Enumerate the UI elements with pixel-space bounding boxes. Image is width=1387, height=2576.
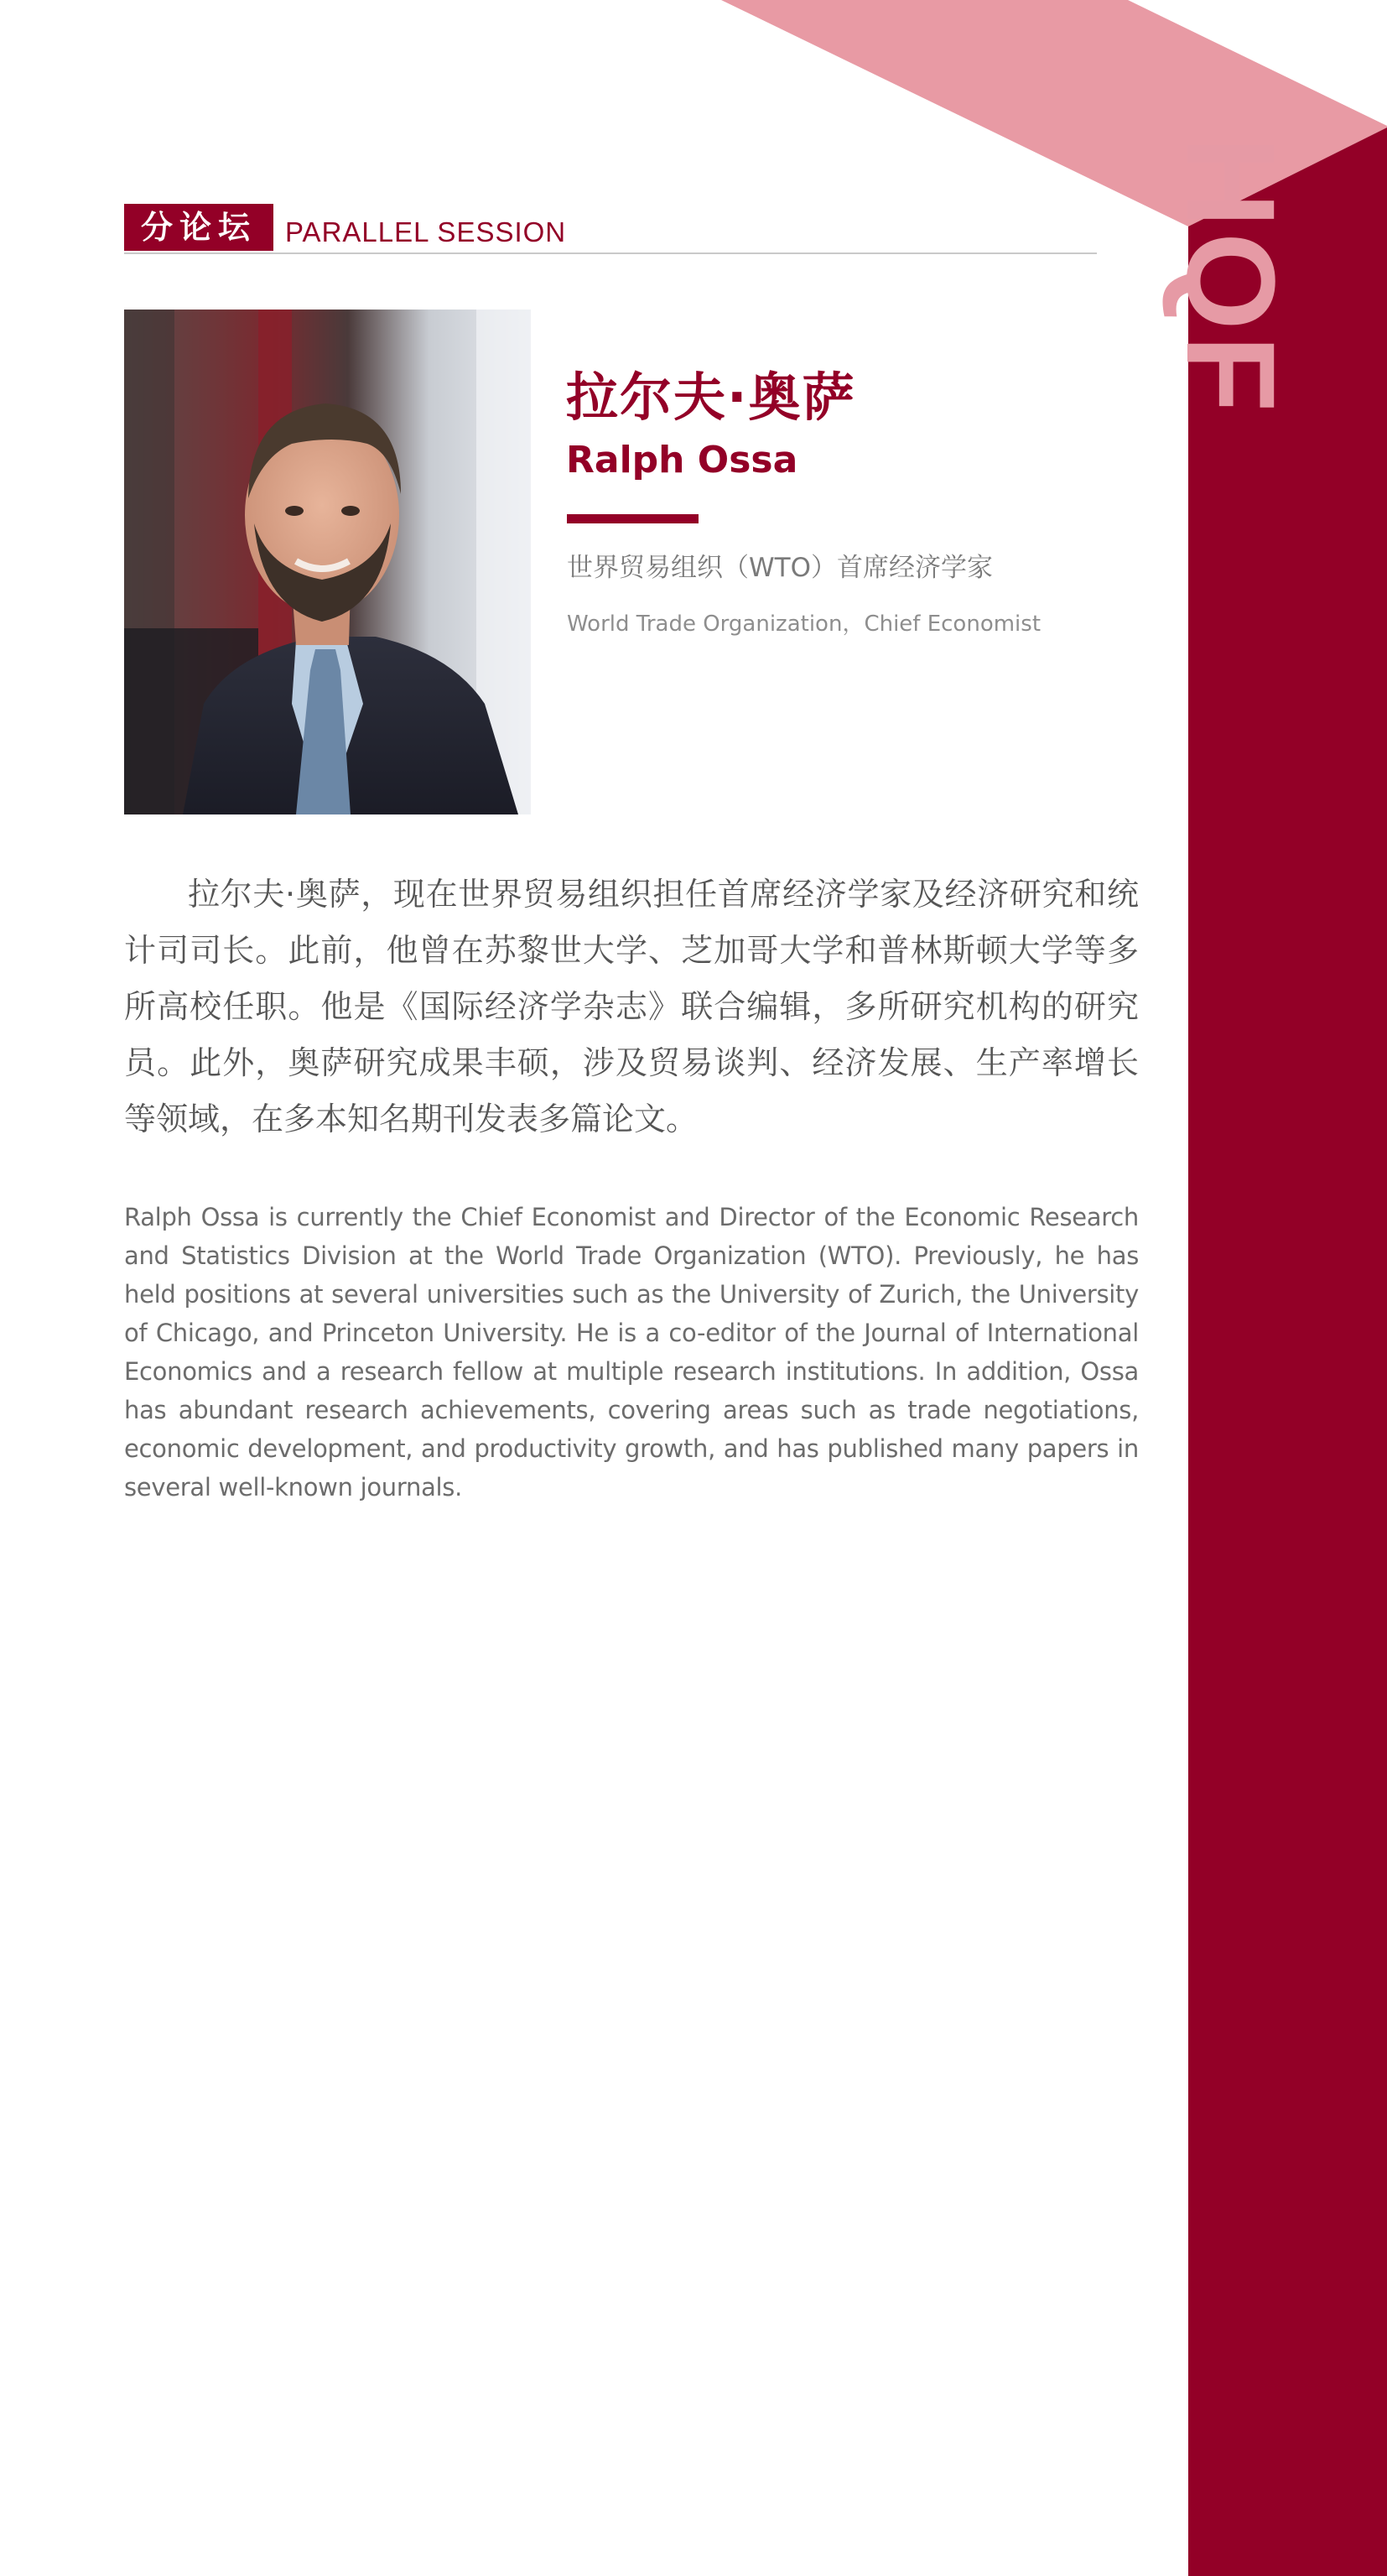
biography-en: Ralph Ossa is currently the Chief Economist and Director of the Economic Research and Statistics Division at the World Trade Organization (WTO). Previously, he has held positions at several universities such as the University of Zurich, the University of Chicago, and Princeton University. He is a co-editor of the Journal of International Economics and a research fellow at multiple research institutions. In addition, Ossa has abundant research achievements, covering areas such as trade negotiations, economic development, and productivity growth, and has published many papers in several well-known journals. xyxy=(124,1203,1139,1501)
portrait-photo xyxy=(124,310,531,814)
biography-cn: 拉尔夫·奥萨，现在世界贸易组织担任首席经济学家及经济研究和统计司司长。此前，他曾在苏黎世大学、芝加哥大学和普林斯顿大学等多所高校任职。他是《国际经济学杂志》联合编辑，多所研究机构的研究员。此外，奥萨研究成果丰硕，涉及贸易谈判、经济发展、生产率增长等领域，在多本知名期刊发表多篇论文。 xyxy=(124,876,1139,1137)
speaker-portrait xyxy=(124,310,531,814)
speaker-name-cn: 拉尔夫·奥萨 xyxy=(566,367,856,428)
crimson-side-bar xyxy=(1188,127,1387,2576)
brand-logo-text: HQF xyxy=(1161,136,1301,418)
session-tag: 分论坛 xyxy=(124,204,273,251)
speaker-name-en: Ralph Ossa xyxy=(566,439,798,481)
speaker-title-en: World Trade Organization，Chief Economist xyxy=(567,611,1042,637)
session-header xyxy=(124,204,1097,254)
name-underline xyxy=(567,514,699,523)
session-label: PARALLEL SESSION xyxy=(285,216,567,247)
speaker-title-cn: 世界贸易组织（WTO）首席经济学家 xyxy=(567,553,993,583)
